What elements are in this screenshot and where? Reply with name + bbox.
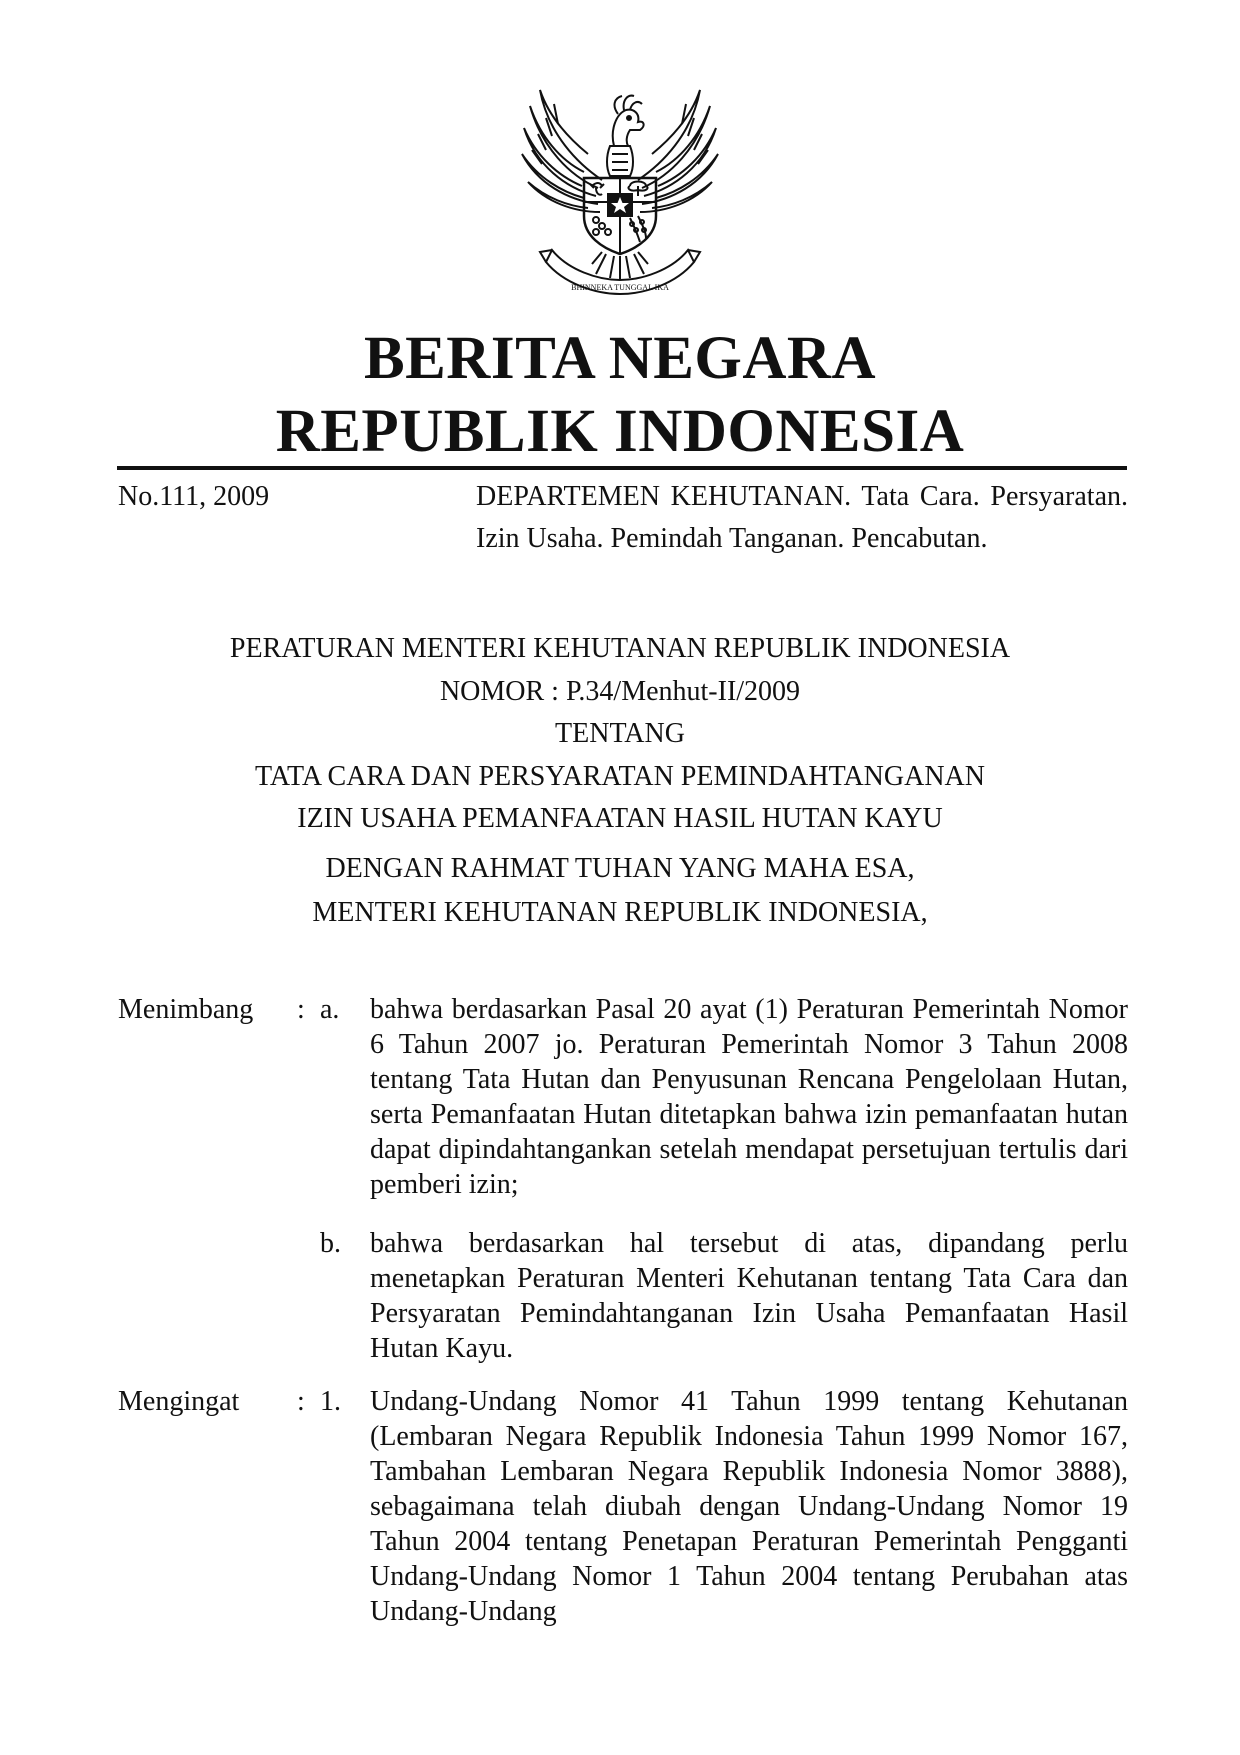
gazette-masthead-line-1: BERITA NEGARA [363, 325, 877, 392]
considering-label: Menimbang [118, 994, 254, 1025]
considering-colon: : [297, 994, 305, 1025]
considering-item-marker: a. [320, 994, 340, 1025]
recalling-item-marker: 1. [320, 1386, 341, 1417]
recalling-item-text: Undang-Undang Nomor 41 Tahun 1999 tentang Kehutanan (Lembaran Negara Republik Indonesia Tahun 1999 Nomor 167, Tambahan Lembaran Negara Republik Indonesia Nomor 3888), sebagaimana telah diubah dengan Undang-Undang Nomor 19 Tahun 2004 tentang Penetapan Peraturan Pemerintah Pengganti Undang-Undang Nomor 1 Tahun 2004 tentang Perubahan atas Undang-Undang [370, 1386, 1128, 1627]
svg-text:BHINNEKA TUNGGAL IKA: BHINNEKA TUNGGAL IKA [571, 283, 669, 292]
recalling-colon: : [297, 1386, 305, 1417]
preamble [0, 847, 1240, 935]
considering-item-marker: b. [320, 1228, 341, 1259]
gazette-masthead-line-2: REPUBLIK INDONESIA [275, 398, 965, 465]
preamble-line: DENGAN RAHMAT TUHAN YANG MAHA ESA, [325, 853, 915, 884]
garuda-pancasila-emblem-icon [518, 84, 722, 304]
regulation-title-line: TATA CARA DAN PERSYARATAN PEMINDAHTANGANAN [255, 760, 985, 792]
considering-item-text: bahwa berdasarkan hal tersebut di atas, dipandang perlu menetapkan Peraturan Menteri Kehutanan tentang Tata Cara dan Persyaratan Pemindahtanganan Izin Usaha Pemanfaatan Hasil Hutan Kayu. [370, 1228, 1128, 1364]
gazette-number: No.111, 2009 [118, 481, 270, 512]
regulation-title [0, 628, 1240, 841]
recalling-label: Mengingat [118, 1386, 240, 1417]
regulation-number: NOMOR : P.34/Menhut-II/2009 [439, 675, 801, 707]
gazette-subject: DEPARTEMEN KEHUTANAN. Tata Cara. Persyaratan. Izin Usaha. Pemindah Tanganan. Pencabutan. [476, 481, 1128, 554]
preamble-line: MENTERI KEHUTANAN REPUBLIK INDONESIA, [312, 897, 928, 928]
regulation-title-line: IZIN USAHA PEMANFAATAN HASIL HUTAN KAYU [297, 803, 943, 834]
header-divider [117, 466, 1127, 470]
regulation-title-line: PERATURAN MENTERI KEHUTANAN REPUBLIK INDONESIA [229, 633, 1011, 664]
considering-item-text: bahwa berdasarkan Pasal 20 ayat (1) Peraturan Pemerintah Nomor 6 Tahun 2007 jo. Peraturan Pemerintah Nomor 3 Tahun 2008 tentang Tata Hutan dan Penyusunan Rencana Pengelolaan Hutan, serta Pemanfaatan Hutan ditetapkan bahwa izin pemanfaatan hutan dapat dipindahtangankan setelah mendapat persetujuan tertulis dari pemberi izin; [370, 994, 1128, 1200]
regulation-title-line: TENTANG [555, 718, 685, 749]
